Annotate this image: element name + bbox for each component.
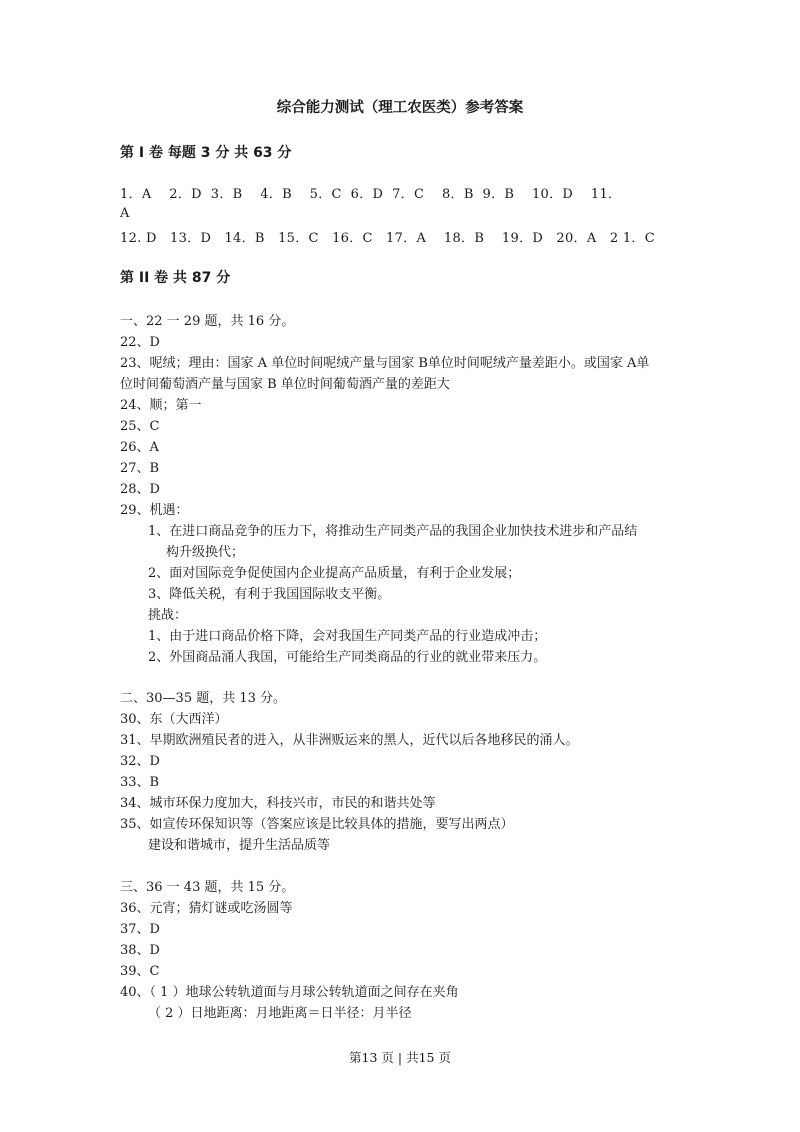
answer-35: 35、如宣传环保知识等（答案应该是比较具体的措施，要写出两点） <box>120 817 514 832</box>
section-two-header: 二、30—35 题，共 13 分。 <box>120 691 287 706</box>
answer-29-opportunity-1-cont: 构升级换代； <box>166 545 245 560</box>
page-footer: 第13 页 | 共15 页 <box>349 1050 451 1065</box>
part1-answers-line1-wrap: A <box>120 206 130 221</box>
answer-22: 22、D <box>120 335 160 350</box>
answer-29-challenge-1: 1、由于进口商品价格下降，会对我国生产同类产品的行业造成冲击； <box>148 629 547 644</box>
answer-29-opportunity-3: 3、降低关税，有利于我国国际收支平衡。 <box>148 587 391 602</box>
answer-29-opportunity-1: 1、在进口商品竞争的压力下，将推动生产同类产品的我国企业加快技术进步和产品结 <box>148 524 638 539</box>
answer-24: 24、顺；第一 <box>120 398 202 413</box>
answer-23: 23、呢绒；理由：国家 A 单位时间呢绒产量与国家 B单位时间呢绒产量差距小。或国家 A单 <box>120 356 650 371</box>
answer-29-opportunity-2: 2、面对国际竞争促使国内企业提高产品质量，有利于企业发展； <box>148 566 521 581</box>
answer-39: 39、C <box>120 964 160 979</box>
answer-32: 32、D <box>120 754 160 769</box>
answer-40-2: （ 2 ）日地距离：月地距离＝日半径：月半径 <box>148 1006 412 1021</box>
answer-37: 37、D <box>120 922 160 937</box>
answer-36: 36、元宵；猜灯谜或吃汤圆等 <box>120 901 293 916</box>
answer-23-cont: 位时间葡萄酒产量与国家 B 单位时间葡萄酒产量的差距大 <box>120 377 450 392</box>
answer-25: 25、C <box>120 419 160 434</box>
answer-40-1: 40、（ 1 ）地球公转轨道面与月球公转轨道面之间存在夹角 <box>120 985 459 1000</box>
answer-29: 29、机遇： <box>120 503 189 518</box>
answer-33: 33、B <box>120 775 160 790</box>
answer-28: 28、D <box>120 482 160 497</box>
part1-heading: 第 I 卷 每题 3 分 共 63 分 <box>120 145 292 161</box>
answer-31: 31、早期欧洲殖民者的进入，从非洲贩运来的黑人，近代以后各地移民的涌人。 <box>120 733 579 748</box>
section-one-header: 一、22 一 29 题，共 16 分。 <box>120 314 295 329</box>
answer-26: 26、A <box>120 440 159 455</box>
answer-27: 27、B <box>120 461 160 476</box>
section-three-header: 三、36 一 43 题，共 15 分。 <box>120 880 295 895</box>
page-title: 综合能力测试（理工农医类）参考答案 <box>276 100 524 116</box>
part1-answers-line2: 12. D 13．D 14．B 15．C 16．C 17．A 18．B 19．D 20．A 2 1．C <box>120 231 655 246</box>
answer-38: 38、D <box>120 943 160 958</box>
part2-heading: 第 II 卷 共 87 分 <box>120 270 231 286</box>
answer-29-challenge-label: 挑战： <box>148 608 188 623</box>
answer-30: 30、东（大西洋） <box>120 712 228 727</box>
part1-answers-line1: 1．A 2．D 3．B 4．B 5．C 6．D 7．C 8．B 9．B 10．D 11． <box>120 187 622 202</box>
answer-29-challenge-2: 2、外国商品涌人我国，可能给生产同类商品的行业的就业带来压力。 <box>148 650 547 665</box>
answer-35-cont: 建设和谐城市，提升生活品质等 <box>148 838 331 853</box>
answer-34: 34、城市环保力度加大，科技兴市，市民的和谐共处等 <box>120 796 436 811</box>
